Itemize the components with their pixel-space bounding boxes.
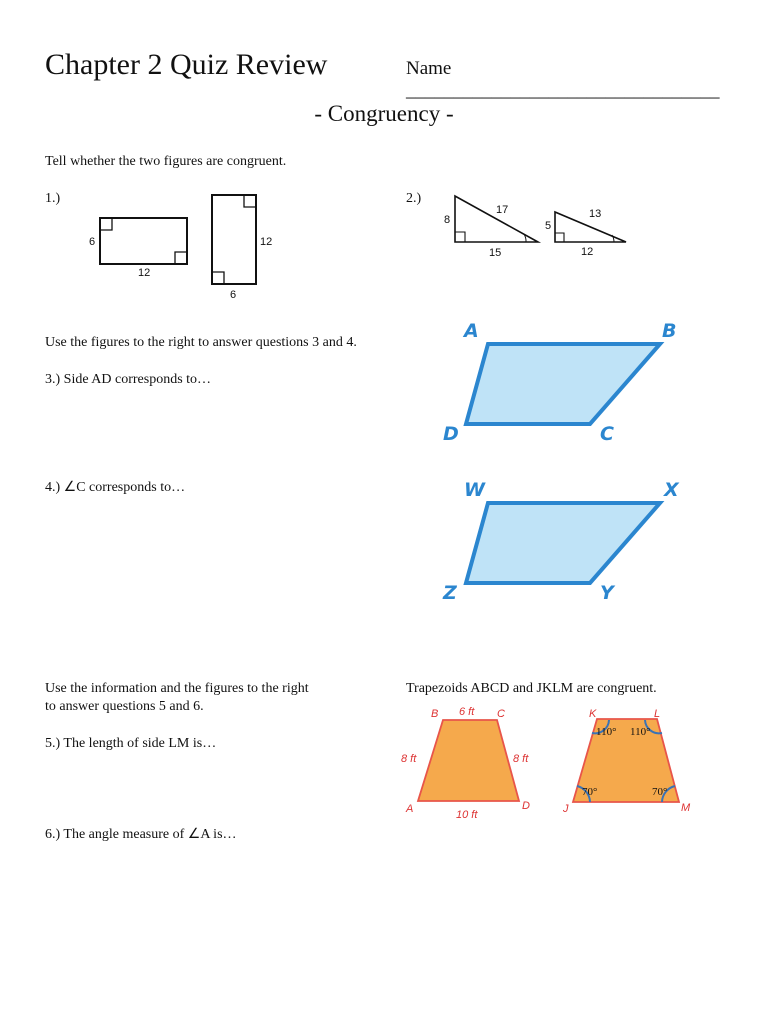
trap2-angle-j: 70°	[582, 786, 598, 798]
trap2-vertex-k: K	[589, 708, 597, 720]
question-4: 4.) ∠C corresponds to…	[45, 480, 186, 495]
vertex-c-label: C	[600, 423, 614, 445]
trap1-right-length: 8 ft	[513, 753, 529, 765]
question-3: 3.) Side AD corresponds to…	[45, 372, 212, 387]
vertex-x-label: X	[664, 479, 679, 501]
trapezoid-caption: Trapezoids ABCD and JKLM are congruent.	[406, 681, 657, 696]
tri-b-base-label: 12	[581, 246, 594, 258]
question-6: 6.) The angle measure of ∠A is…	[45, 827, 237, 842]
trapezoid-abcd	[401, 706, 530, 821]
page-title: Chapter 2 Quiz Review	[45, 48, 328, 81]
trap1-bottom-length: 10 ft	[456, 809, 478, 821]
tri-a-leg-label: 8	[444, 214, 451, 226]
vertex-a-label: A	[464, 320, 479, 342]
tri-a-base-label: 15	[489, 247, 502, 259]
name-field-label: Name _________________________________	[406, 58, 720, 101]
trapezoid-jklm	[562, 708, 691, 815]
rect-a-side-label: 6	[89, 236, 96, 248]
vertex-y-label: Y	[600, 582, 614, 604]
trap2-vertex-m: M	[681, 802, 691, 814]
rectangle-b	[212, 195, 272, 301]
parallelogram-wxyz	[442, 479, 680, 604]
trap1-top-length: 6 ft	[459, 706, 475, 718]
trap2-vertex-l: L	[654, 708, 661, 720]
tri-b-leg-label: 5	[545, 220, 552, 232]
rect-b-bottom-label: 6	[230, 289, 237, 301]
rect-a-bottom-label: 12	[138, 267, 151, 279]
question-5: 5.) The length of side LM is…	[45, 736, 217, 751]
vertex-z-label: Z	[443, 582, 457, 604]
tri-a-hyp-label: 17	[496, 204, 509, 216]
section-2-intro: Use the figures to the right to answer questions 3 and 4.	[45, 335, 357, 350]
trap1-vertex-b: B	[431, 708, 439, 720]
question-2-number: 2.)	[406, 191, 422, 206]
vertex-b-label: B	[662, 320, 677, 342]
question-1-number: 1.)	[45, 191, 61, 206]
trap1-vertex-a: A	[406, 803, 414, 815]
rect-b-side-label: 12	[260, 236, 273, 248]
vertex-w-label: W	[464, 479, 485, 501]
trap2-vertex-j: J	[563, 803, 569, 815]
rectangle-a	[89, 218, 187, 279]
instructions: Tell whether the two figures are congruent.	[45, 154, 287, 169]
vertex-d-label: D	[443, 423, 459, 445]
triangle-b	[545, 208, 626, 258]
trap1-left-length: 8 ft	[401, 753, 417, 765]
parallelogram-abcd	[443, 320, 676, 445]
triangle-a	[444, 196, 538, 259]
trap1-vertex-d: D	[522, 800, 530, 812]
trap1-vertex-c: C	[497, 708, 505, 720]
tri-b-hyp-label: 13	[589, 208, 602, 220]
trap2-angle-m: 70°	[652, 786, 668, 798]
trap2-angle-k: 110°	[596, 726, 617, 738]
trap2-angle-l: 110°	[630, 726, 651, 738]
section-3-intro-line-1: Use the information and the figures to the right	[45, 681, 309, 696]
section-3-intro-line-2: to answer questions 5 and 6.	[45, 699, 204, 714]
page-subtitle: - Congruency -	[314, 101, 454, 126]
